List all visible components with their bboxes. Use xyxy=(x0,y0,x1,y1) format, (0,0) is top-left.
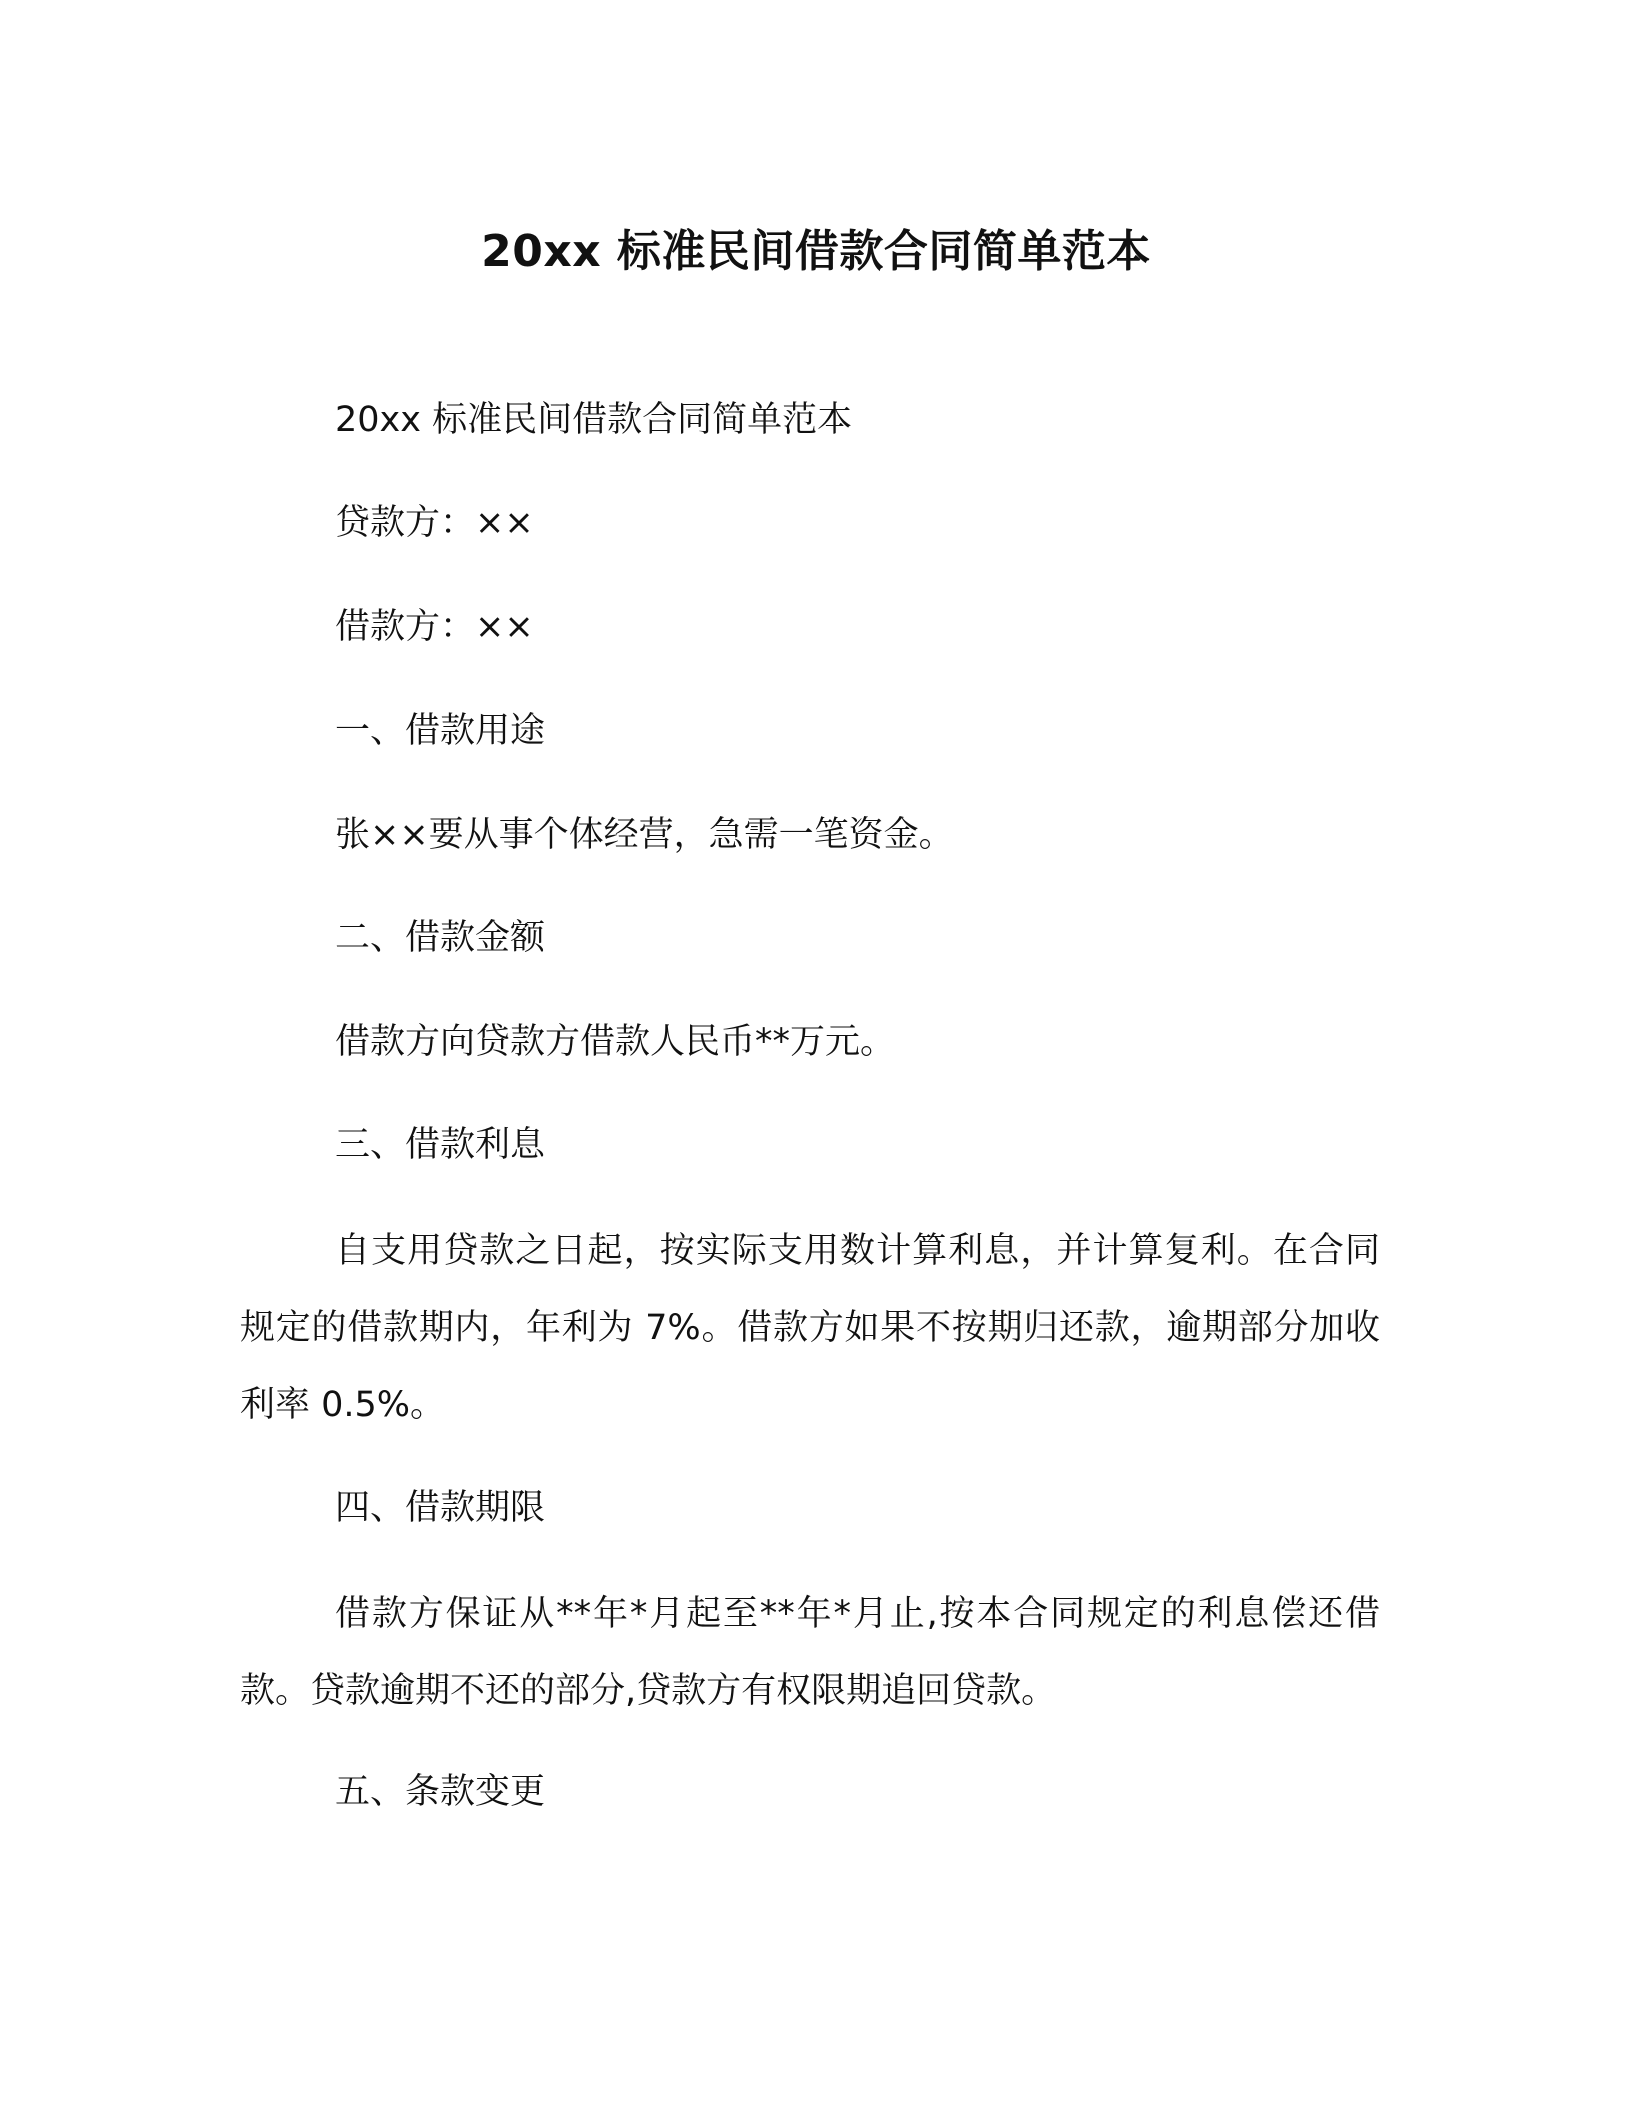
section-body-term: 借款方保证从**年*月起至**年*月止,按本合同规定的利息偿还借款。贷款逾期不还的部分,贷款方有权限期追回贷款。 xyxy=(240,1594,1380,1711)
lender-line: 贷款方：×× xyxy=(335,503,534,543)
section-body-amount: 借款方向贷款方借款人民币**万元。 xyxy=(335,1022,896,1062)
section-body-interest: 自支用贷款之日起，按实际支用数计算利息，并计算复利。在合同规定的借款期内，年利为 7%。借款方如果不按期归还款，逾期部分加收利率 0.5%。 xyxy=(240,1231,1380,1425)
section-heading-amount: 二、借款金额 xyxy=(335,918,546,958)
section-heading-amendment: 五、条款变更 xyxy=(335,1772,546,1812)
section-heading-interest: 三、借款利息 xyxy=(335,1125,546,1165)
section-body-purpose: 张××要从事个体经营，急需一笔资金。 xyxy=(335,815,954,855)
section-heading-purpose: 一、借款用途 xyxy=(335,711,546,751)
subtitle-line: 20xx 标准民间借款合同简单范本 xyxy=(335,400,853,440)
borrower-line: 借款方：×× xyxy=(335,607,534,647)
document-title: 20xx 标准民间借款合同简单范本 xyxy=(481,226,1151,277)
section-heading-term: 四、借款期限 xyxy=(335,1488,546,1528)
